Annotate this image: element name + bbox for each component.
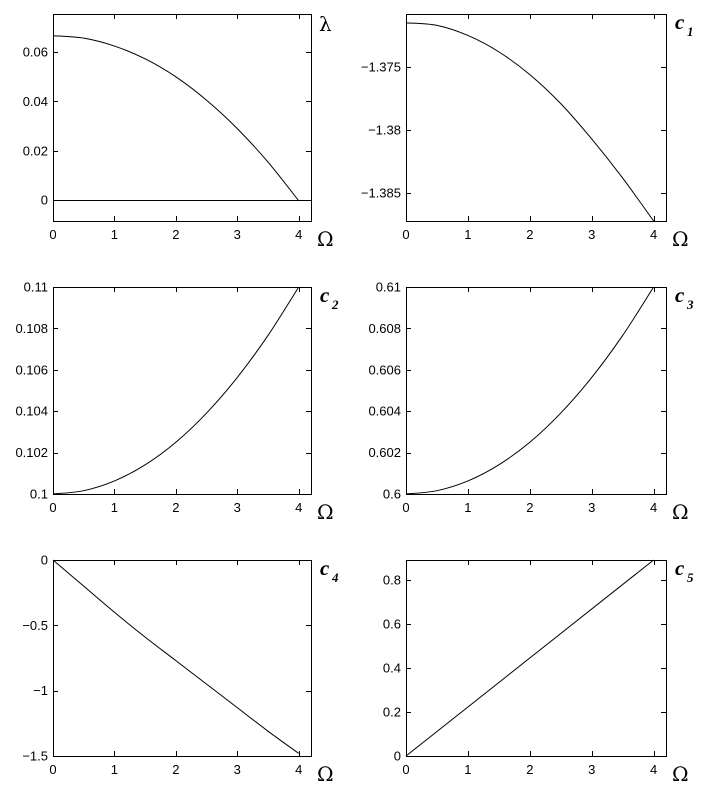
x-tick-label: 4 xyxy=(295,762,303,777)
y-tick-label: 0.602 xyxy=(368,445,401,461)
x-tick-label: 1 xyxy=(110,227,119,242)
y-tick-label: 0.108 xyxy=(15,320,48,336)
ylabel-subscript: 4 xyxy=(332,570,339,585)
x-tick-label: 1 xyxy=(110,762,119,777)
xlabel-omega: Ω xyxy=(672,500,689,524)
series-line-1 xyxy=(406,23,654,221)
x-tick-label: 4 xyxy=(295,500,303,515)
x-tick-label: 0 xyxy=(49,500,57,515)
x-tick-label: 1 xyxy=(110,500,119,515)
ylabel-c: c xyxy=(320,556,330,580)
x-tick-label: 3 xyxy=(233,227,241,242)
x-tick-label: 1 xyxy=(464,227,472,242)
y-tick-label: 0.104 xyxy=(15,403,48,419)
x-tick-label: 3 xyxy=(588,500,596,515)
y-tick-label: 0.8 xyxy=(382,572,401,588)
y-tick-label: 0.06 xyxy=(22,44,48,60)
ylabel-c: c xyxy=(675,556,685,580)
y-tick-label: 0.04 xyxy=(22,93,48,109)
y-tick-label: −1 xyxy=(33,683,48,699)
x-tick-label: 2 xyxy=(172,227,180,242)
ylabel-subscript: 3 xyxy=(687,297,694,312)
y-tick-label: −1.38 xyxy=(368,122,401,138)
x-tick-label: 0 xyxy=(49,227,57,242)
x-tick-label: 3 xyxy=(233,500,241,515)
xlabel-omega: Ω xyxy=(317,227,334,251)
y-tick-label: −0.5 xyxy=(22,617,48,633)
ylabel-c: c xyxy=(675,283,685,307)
y-tick-label: 0 xyxy=(40,192,48,208)
ylabel-subscript: 5 xyxy=(687,570,694,585)
y-tick-label: 0.106 xyxy=(15,362,48,378)
plot-frame xyxy=(407,15,667,222)
panel-4 xyxy=(368,280,694,525)
plot-frame xyxy=(54,288,312,495)
y-tick-label: 0.11 xyxy=(23,279,48,295)
x-tick-label: 3 xyxy=(588,762,596,777)
plot-frame xyxy=(407,288,667,495)
y-tick-label: −1.385 xyxy=(360,185,401,201)
y-tick-label: 0.6 xyxy=(382,616,401,632)
series-line-1 xyxy=(406,287,654,494)
x-tick-label: 4 xyxy=(295,227,303,242)
panel-1 xyxy=(23,12,334,251)
y-tick-label: 0.1 xyxy=(29,486,48,502)
x-tick-label: 2 xyxy=(172,762,180,777)
y-tick-label: 0.102 xyxy=(15,445,48,461)
plot-frame xyxy=(54,15,312,222)
x-tick-label: 4 xyxy=(650,762,658,777)
y-tick-label: −1.375 xyxy=(360,59,401,75)
series-line-1 xyxy=(53,36,299,201)
y-tick-label: 0.02 xyxy=(22,143,48,159)
series-line-1 xyxy=(53,287,299,494)
series-line-1 xyxy=(406,560,654,756)
x-tick-label: 1 xyxy=(464,762,472,777)
plot-frame xyxy=(54,561,312,757)
x-tick-label: 0 xyxy=(402,762,410,777)
y-tick-label: 0 xyxy=(40,552,48,568)
series-line-1 xyxy=(53,560,299,753)
y-tick-label: 0.608 xyxy=(368,320,401,336)
panel-5 xyxy=(22,553,339,787)
xlabel-omega: Ω xyxy=(317,500,334,524)
x-tick-label: 2 xyxy=(526,762,534,777)
xlabel-omega: Ω xyxy=(317,762,334,786)
x-tick-label: 1 xyxy=(464,500,472,515)
y-tick-label: 0.2 xyxy=(382,704,401,720)
y-tick-label: −1.5 xyxy=(22,748,48,764)
ylabel-c: c xyxy=(675,10,685,34)
y-tick-label: 0.604 xyxy=(368,403,401,419)
y-tick-label: 0 xyxy=(393,748,401,764)
y-tick-label: 0.4 xyxy=(382,660,401,676)
xlabel-omega: Ω xyxy=(672,227,689,251)
x-tick-label: 2 xyxy=(172,500,180,515)
x-tick-label: 2 xyxy=(526,227,534,242)
ylabel-c: c xyxy=(320,283,330,307)
x-tick-label: 0 xyxy=(49,762,57,777)
x-tick-label: 3 xyxy=(233,762,241,777)
x-tick-label: 4 xyxy=(650,500,658,515)
panel-6 xyxy=(383,556,694,786)
y-tick-label: 0.606 xyxy=(368,362,401,378)
xlabel-omega: Ω xyxy=(672,762,689,786)
ylabel-lambda: λ xyxy=(319,12,332,36)
x-tick-label: 0 xyxy=(402,500,410,515)
ylabel-subscript: 2 xyxy=(332,297,339,312)
panel-2 xyxy=(361,10,694,251)
x-tick-label: 3 xyxy=(588,227,596,242)
x-tick-label: 4 xyxy=(650,227,658,242)
x-tick-label: 0 xyxy=(402,227,410,242)
y-tick-label: 0.6 xyxy=(382,486,401,502)
x-tick-label: 2 xyxy=(526,500,534,515)
ylabel-subscript: 1 xyxy=(687,24,694,39)
y-tick-label: 0.61 xyxy=(375,279,401,295)
plot-frame xyxy=(407,561,667,757)
panel-3 xyxy=(15,280,339,525)
